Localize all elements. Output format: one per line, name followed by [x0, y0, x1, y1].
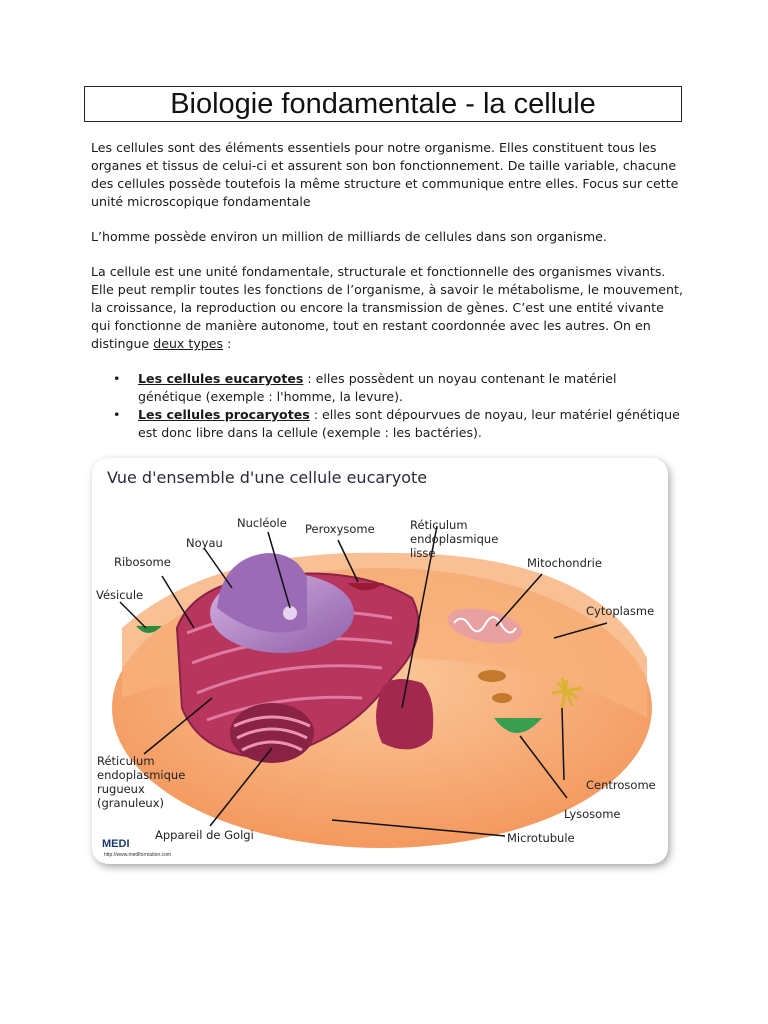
label-reticulum-lisse: Réticulum endoplasmique lisse: [410, 518, 499, 560]
list-item: [91, 406, 681, 442]
golgi-shape: [230, 703, 314, 763]
two-types-link: deux types: [153, 336, 224, 351]
cell-diagram: [92, 458, 668, 864]
label-centrosome: Centrosome: [586, 778, 656, 792]
figure-title: Vue d'ensemble d'une cellule eucaryote: [107, 468, 428, 487]
bullet-icon: •: [113, 371, 121, 386]
label-nucleole: Nucléole: [237, 516, 287, 530]
label-vesicule: Vésicule: [96, 588, 144, 602]
bullet-icon: •: [113, 407, 121, 422]
nucleolus-shape: [283, 606, 297, 620]
term-procaryotes: Les cellules procaryotes: [138, 407, 310, 422]
term-eucaryotes: Les cellules eucaryotes: [138, 371, 304, 386]
cell-types-list: [91, 370, 681, 442]
label-lysosome: Lysosome: [564, 807, 621, 821]
label-mitochondrie: Mitochondrie: [527, 556, 602, 570]
definition-paragraph: [91, 263, 686, 353]
list-item: [91, 370, 681, 406]
cell-count-paragraph: L’homme possède environ un million de milliards de cellules dans son organisme.: [91, 229, 607, 244]
label-ribosome: Ribosome: [114, 555, 171, 569]
label-noyau: Noyau: [186, 536, 223, 550]
label-cytoplasme: Cytoplasme: [586, 604, 655, 618]
label-microtubule: Microtubule: [507, 831, 575, 845]
definition-text: La cellule est une unité fondamentale, structurale et fonctionnelle des organismes vivants. Elle peut remplir toutes les fonctions de l’organisme, à savoir le métabolisme, le mouvement, la croissance, la reproduction ou encore la transmission de gènes. C’est une entité vivante qui fonctionne de manière autonome, tout en restant coordonnée avec les autres. On en distingue: [91, 264, 683, 351]
smooth-er-shape: [376, 679, 433, 749]
label-peroxysome: Peroxysome: [305, 522, 375, 536]
desc-eucaryotes: : elles possèdent un noyau contenant le matériel génétique (exemple : l'homme, la levure).: [138, 371, 617, 404]
page-title: Biologie fondamentale - la cellule: [84, 86, 682, 122]
logo-url: http://www.medlformation.com: [104, 852, 171, 858]
label-golgi: Appareil de Golgi: [155, 828, 254, 842]
label-reticulum-rugueux: Réticulum endoplasmique rugueux (granuleux): [97, 754, 186, 810]
desc-procaryotes: : elles sont dépourvues de noyau, leur matériel génétique est donc libre dans la cellule (exemple : les bactéries).: [138, 407, 680, 440]
intro-paragraph: Les cellules sont des éléments essentiels pour notre organisme. Elles constituent tous les organes et tissus de celui-ci et assurent son bon fonctionnement. De taille variable, chacune des cellules possède toutefois la même structure et communique entre elles. Focus sur cette unité microscopique fondamentale: [91, 140, 679, 209]
definition-end: :: [223, 336, 232, 351]
medi-logo: MEDI: [102, 838, 130, 850]
